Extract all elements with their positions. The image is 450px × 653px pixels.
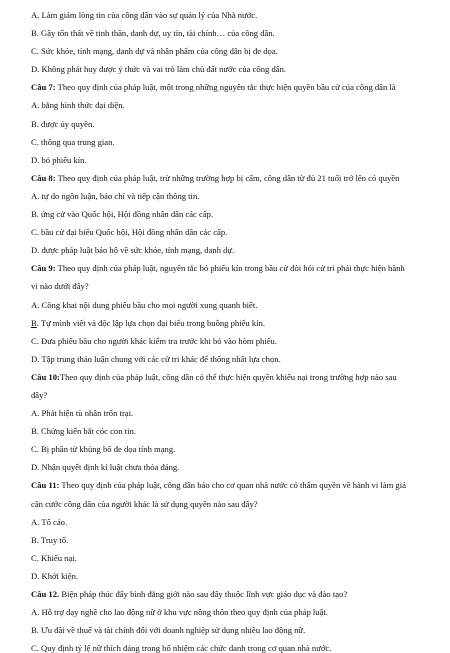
answer-text: A. Làm giảm lòng tin của công dân vào sự quản lý của Nhà nước. xyxy=(31,10,258,20)
question-text: Biện pháp thúc đẩy bình đẳng giới nào sau đây thuộc lĩnh vực giáo dục và đào tạo? xyxy=(59,589,348,599)
answer-option xyxy=(31,462,431,472)
answer-text: A. bằng hình thức đại diện. xyxy=(31,100,125,111)
answer-text: D. Tập trung thảo luận chung với các cử tri khác để thống nhất lựa chọn. xyxy=(31,353,281,364)
answer-option xyxy=(31,119,431,129)
answer-option xyxy=(31,245,431,255)
answer-text: A. Tố cáo. xyxy=(31,516,68,527)
answer-letter: B xyxy=(31,317,37,328)
answer-text: D. được pháp luật bảo hộ về sức khỏe, tính mạng, danh dự. xyxy=(31,245,235,256)
answer-option xyxy=(31,209,431,219)
answer-option xyxy=(31,227,431,237)
answer-text: A. Hỗ trợ dạy nghề cho lao động nữ ở khu vực nông thôn theo quy định của pháp luật. xyxy=(31,607,328,618)
question-text: Theo quy định của pháp luật, công dân báo cho cơ quan nhà nước có thẩm quyền về hành vi làm giả xyxy=(59,480,406,491)
answer-text: A. Công khai nội dung phiếu bầu cho mọi người xung quanh biết. xyxy=(31,299,258,310)
question-text: Theo quy định của pháp luật, một trong những nguyên tắc thực hiện quyền bầu cử của công dân là xyxy=(55,82,396,93)
answer-text: . Tự mình viết và độc lập lựa chọn đại biểu trong buồng phiếu kín. xyxy=(36,317,265,328)
answer-option xyxy=(31,137,431,147)
answer-option xyxy=(31,607,431,617)
question-number: Câu 12. xyxy=(31,589,60,599)
question-text-continued: căn cước công dân của người khác là sử dụng quyền nào sau đây? xyxy=(31,498,258,509)
answer-option xyxy=(31,100,431,110)
answer-text: D. Khởi kiện. xyxy=(31,570,79,581)
question-number: Câu 9: xyxy=(31,263,56,274)
question-stem xyxy=(31,372,431,382)
answer-text: C. Khiếu nại. xyxy=(31,552,77,563)
answer-option xyxy=(31,46,431,56)
answer-text: C. thông qua trung gian. xyxy=(31,136,115,147)
answer-text: B. ứng cử vào Quốc hội, Hội đồng nhân dân các cấp. xyxy=(31,209,214,220)
answer-option xyxy=(31,336,431,346)
question-text: Theo quy định của pháp luật, công dân có thể thực hiện quyền khiếu nại trong trường hợp nào sau xyxy=(59,371,397,382)
answer-text: C. bầu cử đại biểu Quốc hội, Hội đồng nhân dân các cấp. xyxy=(31,227,228,238)
answer-option xyxy=(31,318,431,328)
answer-text: B. Truy tố. xyxy=(31,534,69,545)
answer-option xyxy=(31,517,431,527)
question-text: Theo quy định của pháp luật, nguyên tắc bỏ phiếu kín trong bầu cử đòi hỏi cử tri phải thực hiện hành xyxy=(55,263,405,274)
answer-text: B. Chứng kiến bắt cóc con tin. xyxy=(31,426,136,437)
answer-option xyxy=(31,10,431,20)
question-stem xyxy=(31,589,431,599)
answer-text: D. Không phát huy được ý thức và vai trò làm chủ đất nước của công dân. xyxy=(31,64,287,75)
answer-option xyxy=(31,354,431,364)
question-number: Câu 8: xyxy=(31,172,56,183)
answer-option xyxy=(31,625,431,635)
answer-text: C. Quy định tỷ lệ nữ thích đáng trong bổ nhiệm các chức danh trong cơ quan nhà nước. xyxy=(31,643,332,653)
answer-option xyxy=(31,155,431,165)
document-content xyxy=(31,10,431,653)
question-stem xyxy=(31,173,431,183)
answer-option xyxy=(31,64,431,74)
question-number: Câu 11: xyxy=(31,480,60,491)
question-stem xyxy=(31,82,431,92)
answer-text: C. Sức khỏe, tính mạng, danh dự và nhân phẩm của công dân bị đe dọa. xyxy=(31,46,278,57)
question-number: Câu 7: xyxy=(31,82,56,93)
answer-option xyxy=(31,28,431,38)
answer-text: B. được ủy quyền. xyxy=(31,118,95,129)
answer-option xyxy=(31,444,431,454)
answer-option xyxy=(31,426,431,436)
question-number: Câu 10: xyxy=(31,371,60,382)
answer-option xyxy=(31,643,431,653)
answer-text: D. Nhận quyết định kỉ luật chưa thỏa đáng. xyxy=(31,462,180,473)
answer-option xyxy=(31,408,431,418)
answer-option xyxy=(31,571,431,581)
question-stem xyxy=(31,480,431,490)
answer-text: B. Ưu đãi về thuế và tài chính đối với doanh nghiệp sử dụng nhiều lao động nữ. xyxy=(31,625,306,636)
answer-option xyxy=(31,191,431,201)
answer-option xyxy=(31,553,431,563)
answer-option xyxy=(31,535,431,545)
question-text-continued: vi nào dưới đây? xyxy=(31,281,89,292)
question-text: Theo quy định của pháp luật, trừ những trường hợp bị cấm, công dân từ đủ 21 tuổi trở lên có quyền xyxy=(55,172,400,183)
answer-text: C. Đưa phiếu bầu cho người khác kiểm tra trước khi bỏ vào hòm phiếu. xyxy=(31,335,277,346)
answer-text: D. bỏ phiếu kín. xyxy=(31,154,87,165)
question-text-continued: đây? xyxy=(31,389,48,400)
answer-text: A. Phát hiện tù nhân trốn trại. xyxy=(31,408,134,419)
answer-text: C. Bị phần tử khủng bố đe dọa tính mạng. xyxy=(31,444,176,455)
answer-text: B. Gây tổn thất về tinh thần, danh dự, uy tín, tài chính… của công dân. xyxy=(31,28,275,39)
answer-option xyxy=(31,300,431,310)
question-stem xyxy=(31,263,431,273)
answer-text: A. tự do ngôn luận, báo chí và tiếp cận thông tin. xyxy=(31,190,200,201)
